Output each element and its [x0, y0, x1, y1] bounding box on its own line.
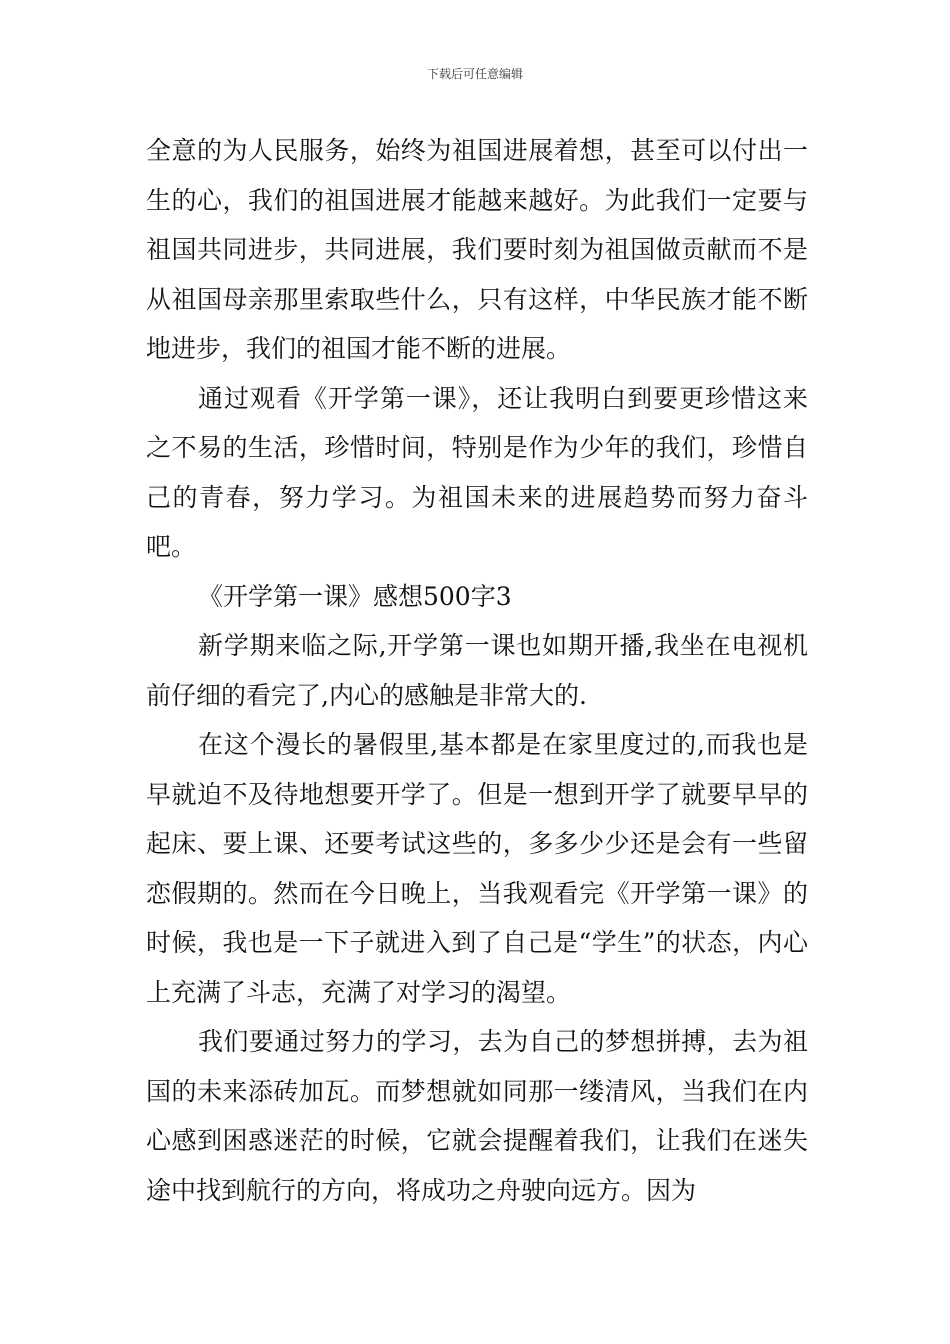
- document-body: [146, 126, 808, 1215]
- paragraph: 在这个漫长的暑假里,基本都是在家里度过的,而我也是早就迫不及待地想要开学了。但是一想到开学了就要早早的起床、要上课、还要考试这些的，多多少少还是会有一些留恋假期的。然而在今日晚上，当我观看完《开学第一课》的时候，我也是一下子就进入到了自己是“学生”的状态，内心上充满了斗志，充满了对学习的渴望。: [146, 730, 808, 1007]
- paragraph: 新学期来临之际,开学第一课也如期开播,我坐在电视机前仔细的看完了,内心的感触是非常大的.: [146, 631, 808, 710]
- paragraph: 通过观看《开学第一课》，还让我明白到要更珍惜这来之不易的生活，珍惜时间，特别是作为少年的我们，珍惜自己的青春，努力学习。为祖国未来的进展趋势而努力奋斗吧。: [146, 383, 808, 561]
- paragraph-continuation: 全意的为人民服务，始终为祖国进展着想，甚至可以付出一生的心，我们的祖国进展才能越来越好。为此我们一定要与祖国共同进步，共同进展，我们要时刻为祖国做贡献而不是从祖国母亲那里索取些什么，只有这样，中华民族才能不断地进步，我们的祖国才能不断的进展。: [146, 136, 808, 363]
- paragraph: 我们要通过努力的学习，去为自己的梦想拼搏，去为祖国的未来添砖加瓦。而梦想就如同那一缕清风，当我们在内心感到困惑迷茫的时候，它就会提醒着我们，让我们在迷失途中找到航行的方向，将成功之舟驶向远方。因为: [146, 1027, 808, 1205]
- section-heading: 《开学第一课》感想500字3: [198, 581, 512, 611]
- page-header: 下载后可任意编辑: [426, 67, 523, 81]
